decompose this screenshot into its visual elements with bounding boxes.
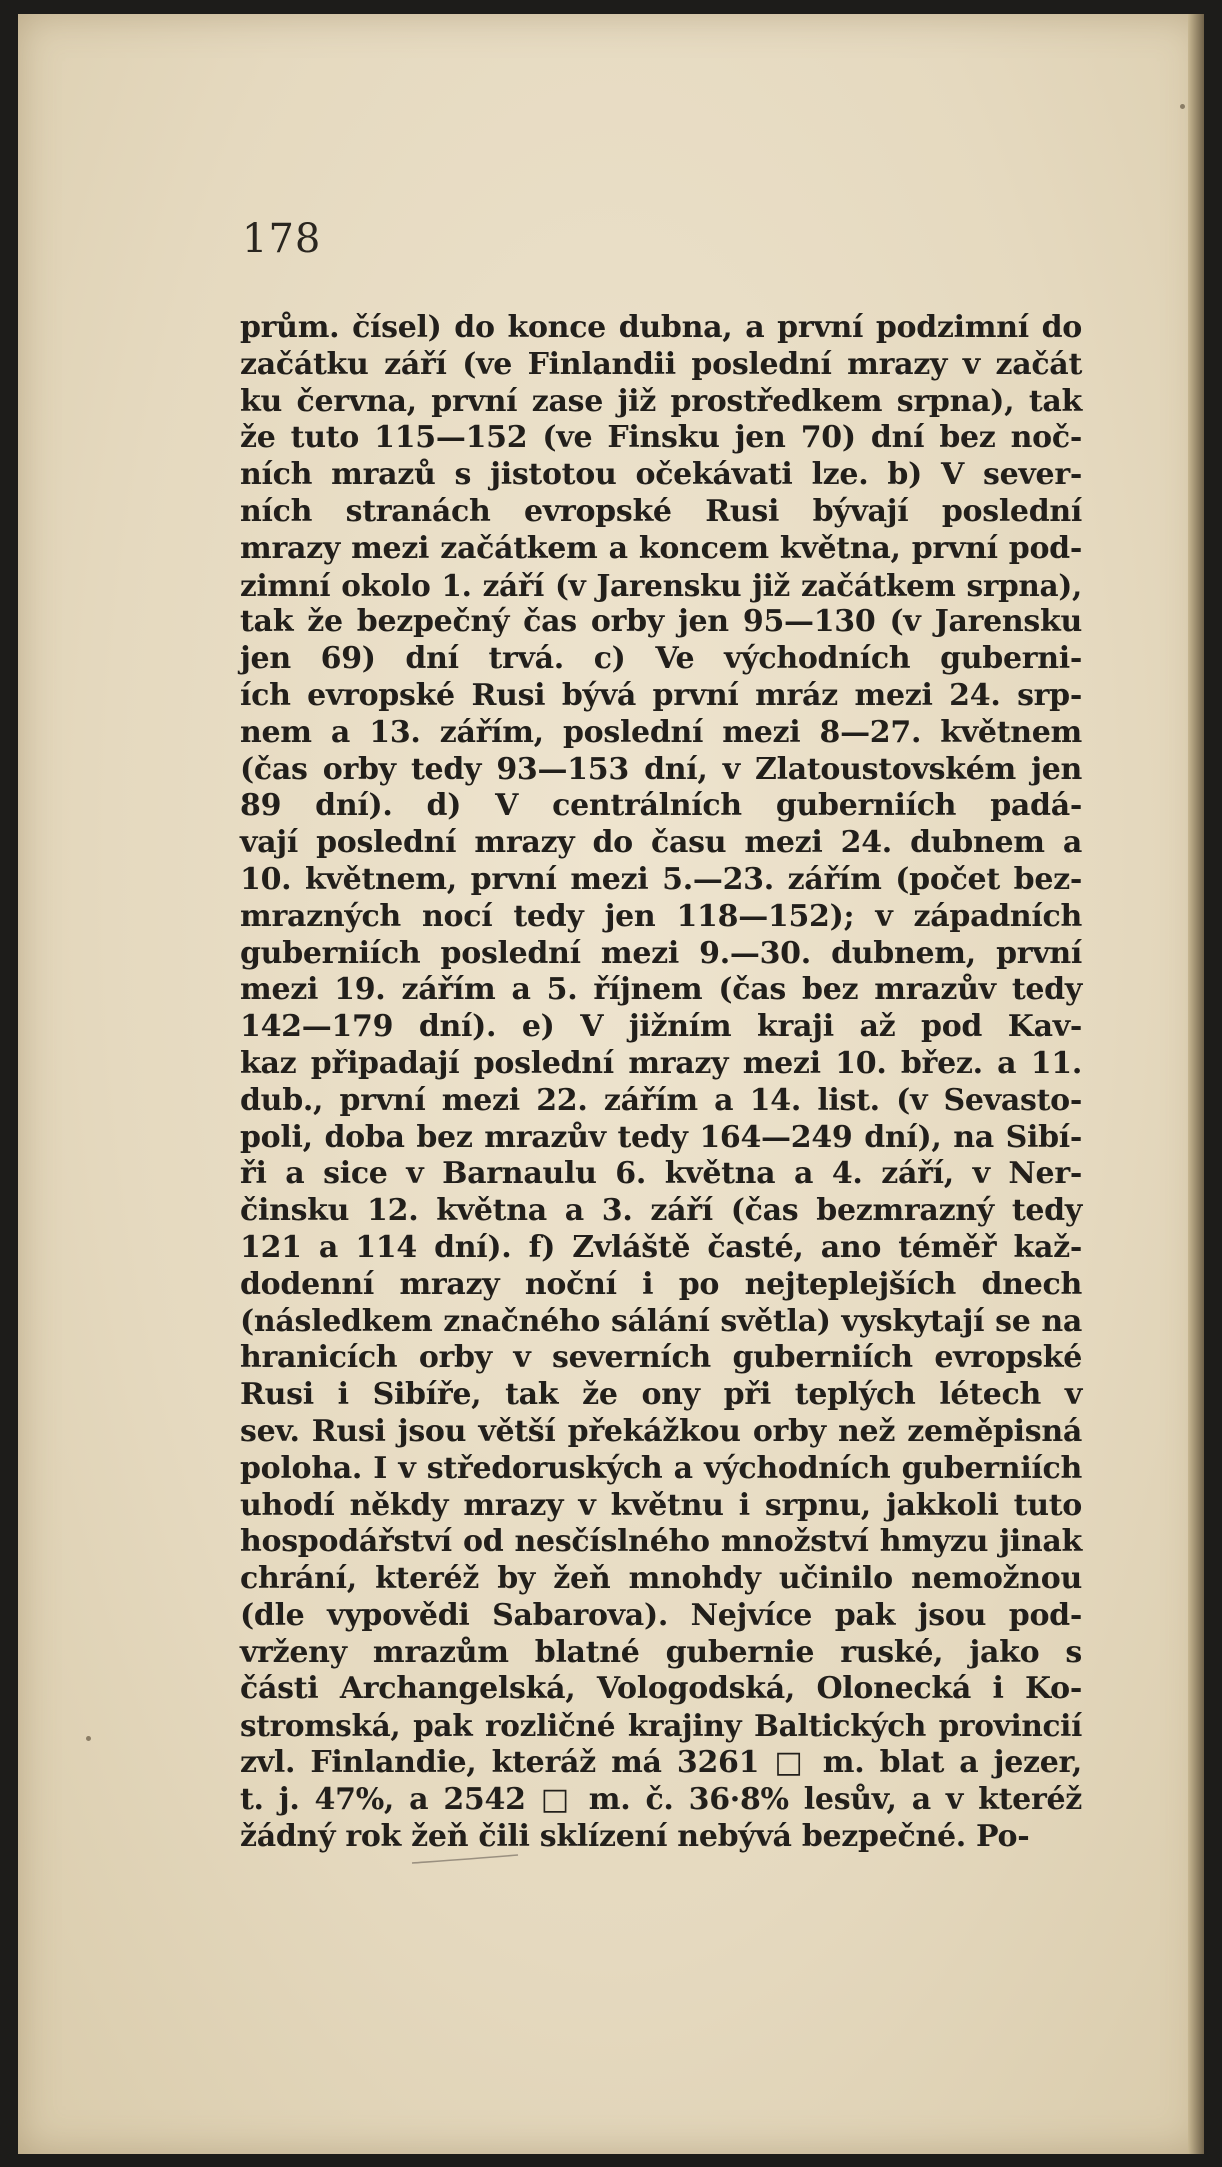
text-line: (dle vypovědi Sabarova). Nejvíce pak jsou pod- — [240, 1597, 1082, 1633]
text-line: chrání, kteréž by žeň mnohdy učinilo nemožnou — [240, 1561, 1082, 1597]
text-line: (čas orby tedy 93—153 dní, v Zlatoustovském jen — [240, 751, 1082, 787]
text-line: dodenní mrazy noční i po nejteplejších dnech — [240, 1266, 1082, 1302]
text-line: jen 69) dní trvá. c) Ve východních guberni- — [240, 641, 1082, 677]
text-line: poloha. I v středoruských a východních guberniích — [240, 1450, 1082, 1486]
text-line: zvl. Finlandie, kteráž má 3261 □ m. blat a jezer, — [240, 1745, 1082, 1781]
text-line: hranicích orby v severních guberniích evropské — [240, 1340, 1082, 1376]
text-line: začátku září (ve Finlandii poslední mrazy v začát — [240, 346, 1082, 382]
pencil-stroke-mark — [410, 1853, 520, 1867]
text-line: ku června, první zase již prostředkem srpna), tak — [240, 383, 1082, 419]
text-line: 10. květnem, první mezi 5.—23. zářím (počet bez- — [240, 861, 1082, 897]
text-line: 142—179 dní). e) V jižním kraji až pod Kav- — [240, 1009, 1082, 1045]
stray-dot-mark — [86, 1736, 91, 1741]
text-line: mrazy mezi začátkem a koncem května, první pod- — [240, 530, 1082, 566]
text-line: činsku 12. května a 3. září (čas bezmrazný tedy — [240, 1193, 1082, 1229]
text-line: hospodářství od nesčíslného množství hmyzu jinak — [240, 1524, 1082, 1560]
text-line: žádný rok žeň čili sklízení nebývá bezpečné. Po- — [240, 1818, 1030, 1854]
text-line: nem a 13. zářím, poslední mezi 8—27. květnem — [240, 714, 1082, 750]
book-page — [18, 14, 1204, 2154]
text-line: zimní okolo 1. září (v Jarensku již začátkem srpna), — [240, 567, 1082, 603]
text-line: prům. čísel) do konce dubna, a první podzimní do — [240, 310, 1082, 345]
text-line: poli, doba bez mrazův tedy 164—249 dní), na Sibí- — [240, 1119, 1082, 1155]
text-line: ích evropské Rusi bývá první mráz mezi 24. srp- — [240, 677, 1082, 713]
text-line: mezi 19. zářím a 5. říjnem (čas bez mrazův tedy — [240, 972, 1082, 1008]
text-line: sev. Rusi jsou větší překážkou orby než zeměpisná — [240, 1413, 1082, 1449]
text-line: stromská, pak rozličné krajiny Baltických provincií — [240, 1708, 1082, 1744]
page-spine-edge — [1188, 14, 1204, 2154]
page-number: 178 — [242, 216, 322, 262]
text-line: 121 a 114 dní). f) Zvláště časté, ano téměř kaž- — [240, 1229, 1082, 1265]
text-line: vají poslední mrazy do času mezi 24. dubnem a — [240, 825, 1082, 861]
text-line: že tuto 115—152 (ve Finsku jen 70) dní bez noč- — [240, 420, 1082, 456]
text-line: ři a sice v Barnaulu 6. května a 4. září, v Ner- — [240, 1156, 1082, 1192]
text-line: ních stranách evropské Rusi bývají poslední — [240, 493, 1082, 529]
text-line: guberniích poslední mezi 9.—30. dubnem, první — [240, 935, 1082, 971]
text-line: tak že bezpečný čas orby jen 95—130 (v Jarensku — [240, 604, 1082, 640]
text-line: ních mrazů s jistotou očekávati lze. b) V sever- — [240, 457, 1082, 493]
text-line: mrazných nocí tedy jen 118—152); v západních — [240, 898, 1082, 934]
text-line: t. j. 47%, a 2542 □ m. č. 36·8% lesův, a v kteréž — [240, 1781, 1082, 1817]
text-line: uhodí někdy mrazy v květnu i srpnu, jakkoli tuto — [240, 1487, 1082, 1523]
text-line: vrženy mrazům blatné gubernie ruské, jako s — [240, 1634, 1082, 1670]
text-line: (následkem značného sálání světla) vyskytají se na — [240, 1303, 1082, 1339]
text-line: Rusi i Sibíře, tak že ony při teplých létech v — [240, 1377, 1082, 1413]
text-line: dub., první mezi 22. zářím a 14. list. (v Sevasto- — [240, 1082, 1082, 1118]
stray-dot-mark — [1180, 104, 1185, 109]
body-text — [240, 310, 1082, 1855]
text-line: 89 dní). d) V centrálních guberniích padá- — [240, 788, 1082, 824]
text-line: části Archangelská, Vologodská, Olonecká i Ko- — [240, 1671, 1082, 1707]
text-line: kaz připadají poslední mrazy mezi 10. břez. a 11. — [240, 1045, 1082, 1081]
